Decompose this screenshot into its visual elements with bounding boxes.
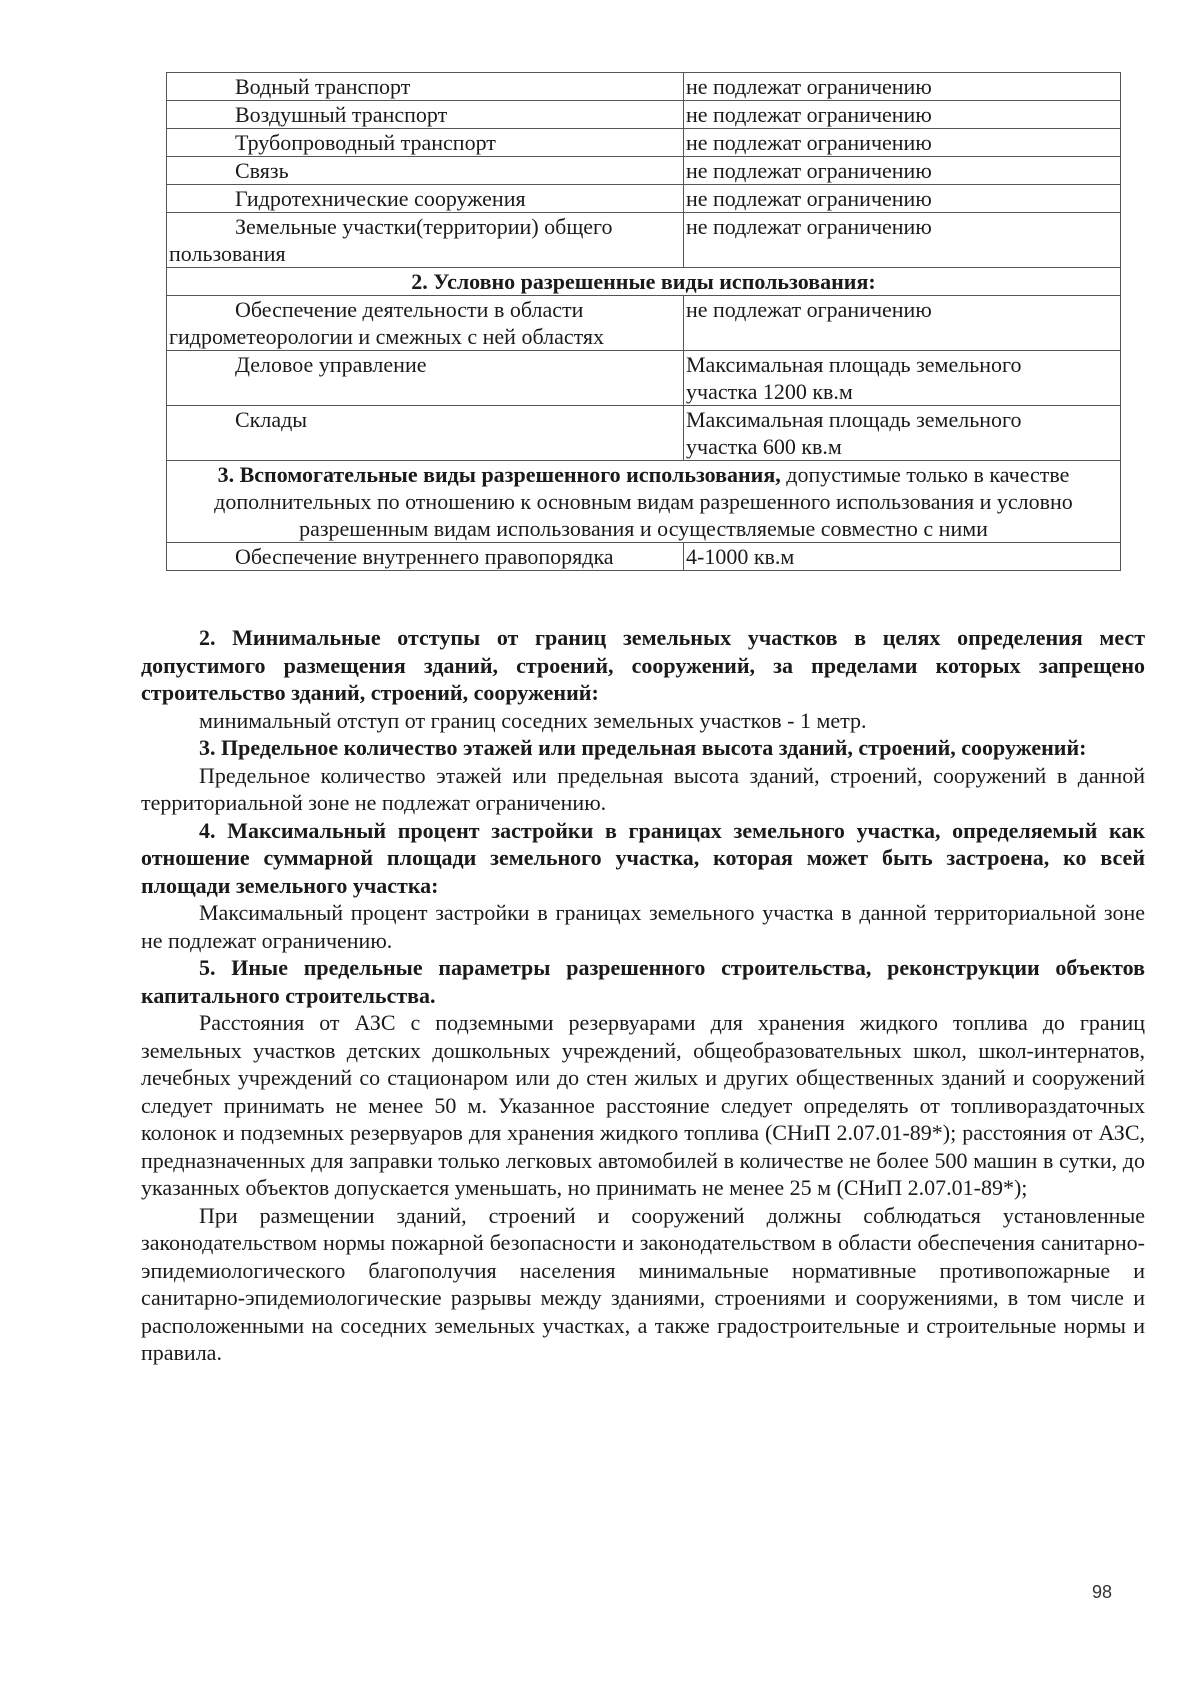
table-row — [167, 129, 1121, 157]
table-row — [167, 101, 1121, 129]
use-cell: Обеспечение внутреннего правопорядка — [167, 543, 684, 571]
param-cell: не подлежат ограничению — [684, 73, 1121, 101]
section-heading-row — [167, 461, 1121, 543]
table-row — [167, 351, 1121, 406]
use-cell: Воздушный транспорт — [167, 101, 684, 129]
use-cell: Земельные участки(территории) общего пользования — [167, 213, 684, 268]
param-cell: не подлежат ограничению — [684, 101, 1121, 129]
param-cell: не подлежат ограничению — [684, 129, 1121, 157]
use-cell: Обеспечение деятельности в области гидрометеорологии и смежных с ней областях — [167, 296, 684, 351]
section-heading: 3. Вспомогательные виды разрешенного использования, допустимые только в качестве дополнительных по отношению к основным видам разрешенного использования и условно разрешенным видам использования и осуществляемые совместно с ними — [167, 461, 1121, 543]
use-cell: Связь — [167, 157, 684, 185]
param-cell: 4-1000 кв.м — [684, 543, 1121, 571]
param-cell: Максимальная площадь земельного участка 600 кв.м — [684, 406, 1121, 461]
page-number: 98 — [1092, 1582, 1113, 1602]
table-row — [167, 185, 1121, 213]
use-cell: Гидротехнические сооружения — [167, 185, 684, 213]
section-heading: 4. Максимальный процент застройки в границах земельного участка, определяемый как отношение суммарной площади земельного участка, которая может быть застроена, ко всей площади земельного участка: — [141, 817, 1145, 898]
paragraph: Максимальный процент застройки в границах земельного участка в данной территориальной зоне не подлежат ограничению. — [141, 900, 1145, 953]
paragraph: минимальный отступ от границ соседних земельных участков - 1 метр. — [199, 707, 867, 733]
paragraph: При размещении зданий, строений и сооружений должны соблюдаться установленные законодательством нормы пожарной безопасности и законодательством в области обеспечения санитарно-эпидемиологического благополучия населения минимальные нормативные противопожарные и санитарно-эпидемиологические разрывы между зданиями, строениями и сооружениями, в том числе и расположенными на соседних земельных участках, а также градостроительные и строительные нормы и правила. — [141, 1202, 1145, 1365]
body-text — [141, 624, 1145, 1367]
param-cell: не подлежат ограничению — [684, 185, 1121, 213]
param-cell: Максимальная площадь земельного участка 1200 кв.м — [684, 351, 1121, 406]
section-heading: 3. Предельное количество этажей или предельная высота зданий, строений, сооружений: — [199, 735, 1087, 760]
section-heading-row — [167, 268, 1121, 296]
section-heading: 5. Иные предельные параметры разрешенного строительства, реконструкции объектов капитального строительства. — [141, 955, 1145, 1008]
land-use-table — [166, 72, 1121, 571]
use-cell: Склады — [167, 406, 684, 461]
table-row — [167, 543, 1121, 571]
table-row — [167, 406, 1121, 461]
use-cell: Деловое управление — [167, 351, 684, 406]
param-cell: не подлежат ограничению — [684, 157, 1121, 185]
use-cell: Водный транспорт — [167, 73, 684, 101]
section-heading: 2. Минимальные отступы от границ земельных участков в целях определения мест допустимого размещения зданий, строений, сооружений, за пределами которых запрещено строительство зданий, строений, сооружений: — [141, 625, 1145, 705]
table-row — [167, 157, 1121, 185]
use-cell: Трубопроводный транспорт — [167, 129, 684, 157]
param-cell: не подлежат ограничению — [684, 213, 1121, 268]
param-cell: не подлежат ограничению — [684, 296, 1121, 351]
paragraph: Предельное количество этажей или предельная высота зданий, строений, сооружений в данной территориальной зоне не подлежат ограничению. — [141, 762, 1145, 815]
table-row — [167, 213, 1121, 268]
paragraph: Расстояния от АЗС с подземными резервуарами для хранения жидкого топлива до границ земельных участков детских дошкольных учреждений, общеобразовательных школ, школ-интернатов, лечебных учреждений со стационаром или до стен жилых и других общественных зданий и сооружений следует принимать не менее 50 м. Указанное расстояние следует определять от топливораздаточных колонок и подземных резервуаров для хранения жидкого топлива (СНиП 2.07.01-89*); расстояния от АЗС, предназначенных для заправки только легковых автомобилей в количестве не более 500 машин в сутки, до указанных объектов допускается уменьшать, но принимать не менее 25 м (СНиП 2.07.01-89*); — [141, 1010, 1145, 1200]
table-row — [167, 73, 1121, 101]
section-heading: 2. Условно разрешенные виды использования: — [167, 268, 1121, 296]
table-row — [167, 296, 1121, 351]
